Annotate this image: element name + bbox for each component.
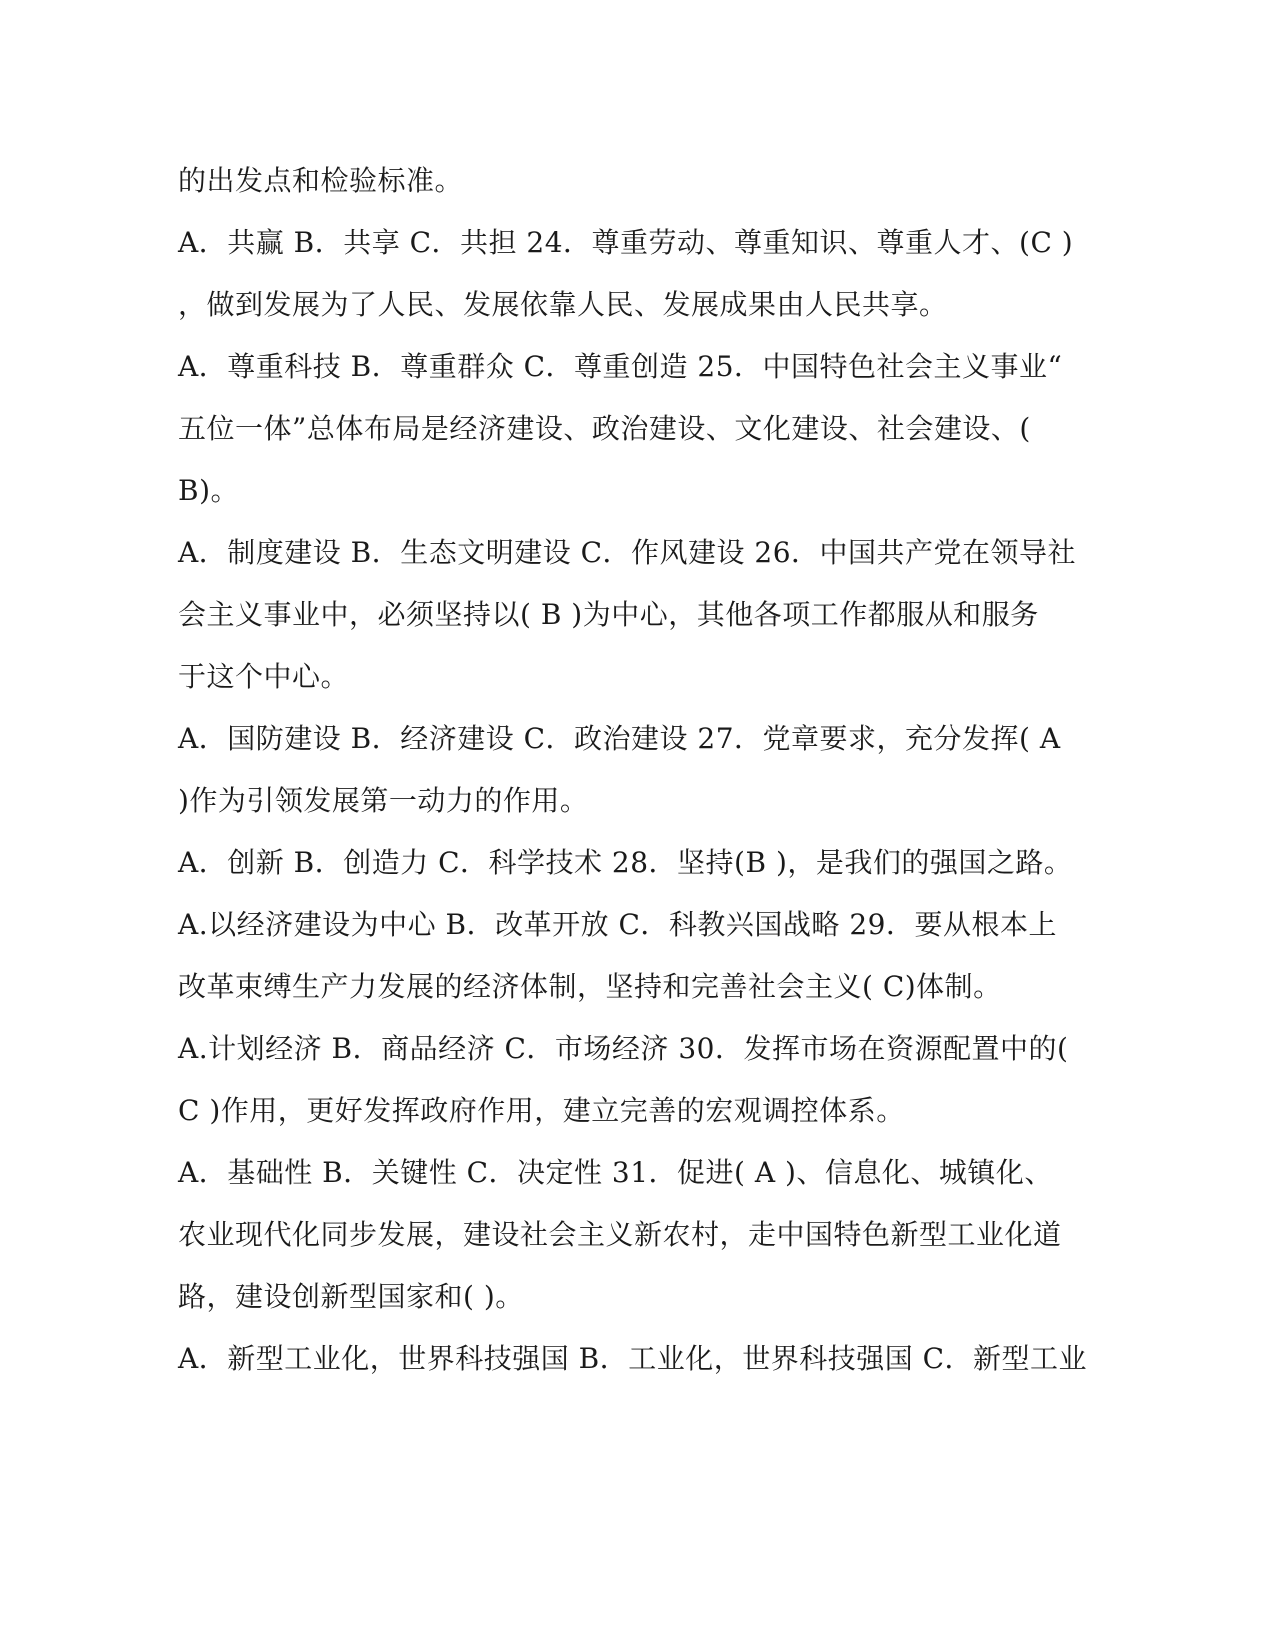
text-line: 农业现代化同步发展，建设社会主义新农村，走中国特色新型工业化道 — [178, 1218, 1062, 1251]
text-line: A．共赢 B．共享 C．共担 24．尊重劳动、尊重知识、尊重人才、(C ) — [178, 226, 1074, 259]
text-line: )作为引领发展第一动力的作用。 — [178, 784, 589, 817]
text-line: A．基础性 B．关键性 C．决定性 31．促进( A )、信息化、城镇化、 — [178, 1156, 1053, 1189]
text-line: A.计划经济 B．商品经济 C．市场经济 30．发挥市场在资源配置中的( — [178, 1032, 1069, 1065]
text-line: 于这个中心。 — [178, 660, 350, 693]
text-line: 路，建设创新型国家和( )。 — [178, 1280, 524, 1313]
text-line: 会主义事业中，必须坚持以( B )为中心，其他各项工作都服从和服务 — [178, 598, 1039, 631]
text-line: 改革束缚生产力发展的经济体制，坚持和完善社会主义( C)体制。 — [178, 970, 1002, 1003]
text-line: B)。 — [178, 474, 240, 507]
text-line: 的出发点和检验标准。 — [178, 164, 464, 197]
text-line: C )作用，更好发挥政府作用，建立完善的宏观调控体系。 — [178, 1094, 905, 1127]
text-line: A．制度建设 B．生态文明建设 C．作风建设 26．中国共产党在领导社 — [178, 536, 1077, 569]
text-line: A．国防建设 B．经济建设 C．政治建设 27．党章要求，充分发挥( A — [178, 722, 1061, 755]
text-line: 五位一体”总体布局是经济建设、政治建设、文化建设、社会建设、( — [178, 412, 1031, 445]
text-line: A．尊重科技 B．尊重群众 C．尊重创造 25．中国特色社会主义事业“ — [178, 350, 1063, 383]
text-line: ，做到发展为了人民、发展依靠人民、发展成果由人民共享。 — [178, 288, 948, 321]
text-line: A．新型工业化，世界科技强国 B．工业化，世界科技强国 C．新型工业 — [178, 1342, 1088, 1375]
document-text-block — [178, 150, 1088, 1390]
text-line: A.以经济建设为中心 B．改革开放 C．科教兴国战略 29．要从根本上 — [178, 908, 1057, 941]
text-line: A．创新 B．创造力 C．科学技术 28．坚持(B )，是我们的强国之路。 — [178, 846, 1073, 879]
